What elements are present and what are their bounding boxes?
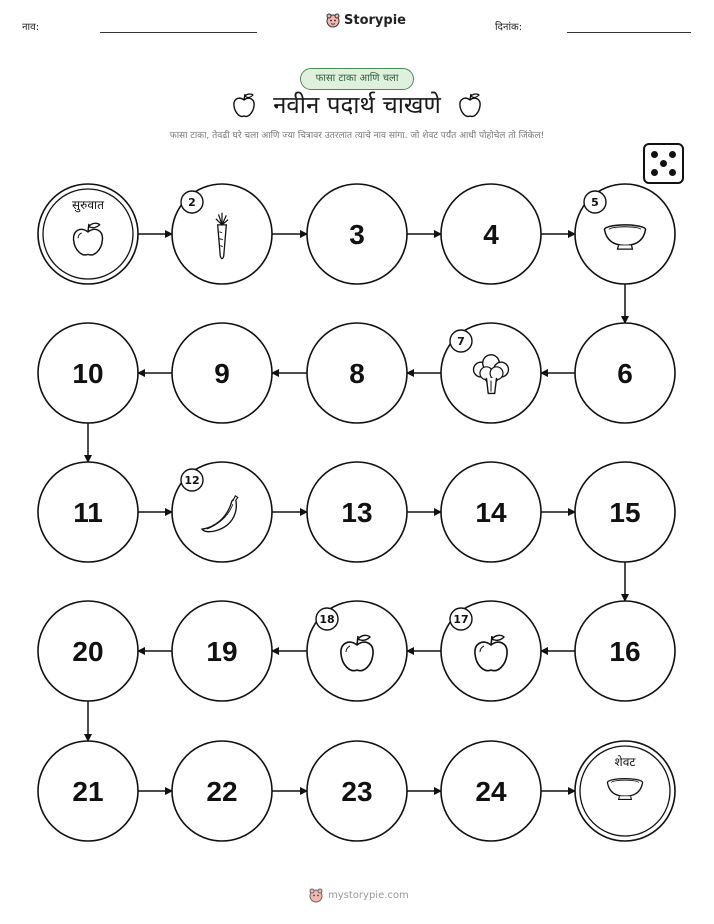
board-cell[interactable]	[172, 323, 272, 423]
cell-number: 23	[341, 776, 373, 807]
cell-number: 14	[475, 497, 507, 528]
board-cell[interactable]	[441, 462, 541, 562]
cell-number: 15	[609, 497, 641, 528]
cell-number: 9	[214, 358, 230, 389]
board-cell-start[interactable]	[38, 184, 138, 284]
board-cell[interactable]	[575, 601, 675, 701]
cell-number: 17	[453, 613, 469, 626]
name-label: नाव:	[22, 22, 40, 33]
brand-name: Storypie	[344, 12, 406, 28]
board-cell[interactable]	[172, 462, 272, 562]
board-cell[interactable]	[575, 462, 675, 562]
cell-label: शेवट	[614, 755, 636, 769]
board-cell[interactable]	[172, 601, 272, 701]
board-cell[interactable]	[441, 741, 541, 841]
cell-number: 12	[184, 474, 200, 487]
cell-number: 24	[475, 776, 507, 807]
board-cell[interactable]	[441, 601, 541, 701]
board-cell[interactable]	[172, 184, 272, 284]
cell-number: 6	[617, 358, 633, 389]
cell-number: 21	[72, 776, 104, 807]
date-label: दिनांक:	[495, 22, 523, 33]
board-cell-end[interactable]	[575, 741, 675, 841]
board-cell[interactable]	[38, 601, 138, 701]
cell-number: 3	[349, 219, 365, 250]
cell-number: 5	[591, 196, 599, 209]
footer	[308, 887, 409, 903]
board-cell[interactable]	[38, 741, 138, 841]
board-cell[interactable]	[307, 323, 407, 423]
cell-number: 8	[349, 358, 365, 389]
board-cell[interactable]	[441, 323, 541, 423]
page-title: नवीन पदार्थ चाखणे	[273, 91, 441, 119]
board-cell[interactable]	[172, 741, 272, 841]
board-cell[interactable]	[307, 184, 407, 284]
cell-number: 16	[609, 636, 641, 667]
board-cell[interactable]	[38, 462, 138, 562]
cell-number: 13	[341, 497, 373, 528]
instructions: फासा टाका, तेवढी घरे चला आणि ज्या चित्रावर उतरलात त्याचे नाव सांगा. जो शेवट पर्यंत आधी पोहोचेल तो जिंकेल!	[169, 131, 545, 141]
cell-number: 11	[73, 497, 103, 528]
board-cell[interactable]	[307, 462, 407, 562]
footer-url: mystorypie.com	[328, 889, 409, 901]
cell-label: सुरुवात	[72, 198, 104, 212]
storypie-mascot-icon	[308, 887, 324, 903]
board-cell[interactable]	[307, 741, 407, 841]
board-cell[interactable]	[307, 601, 407, 701]
game-type-badge: फासा टाका आणि चला	[300, 68, 414, 90]
cell-number: 19	[206, 636, 238, 667]
board-cells	[38, 184, 675, 841]
board-cell[interactable]	[575, 184, 675, 284]
cell-number: 18	[319, 613, 335, 626]
cell-number: 4	[483, 219, 499, 250]
board-cell[interactable]	[575, 323, 675, 423]
cell-number: 22	[206, 776, 238, 807]
cell-number: 10	[72, 358, 104, 389]
board-cell[interactable]	[441, 184, 541, 284]
cell-number: 7	[457, 335, 465, 348]
board-cell[interactable]	[38, 323, 138, 423]
cell-number: 2	[188, 196, 196, 209]
cell-number: 20	[72, 636, 104, 667]
